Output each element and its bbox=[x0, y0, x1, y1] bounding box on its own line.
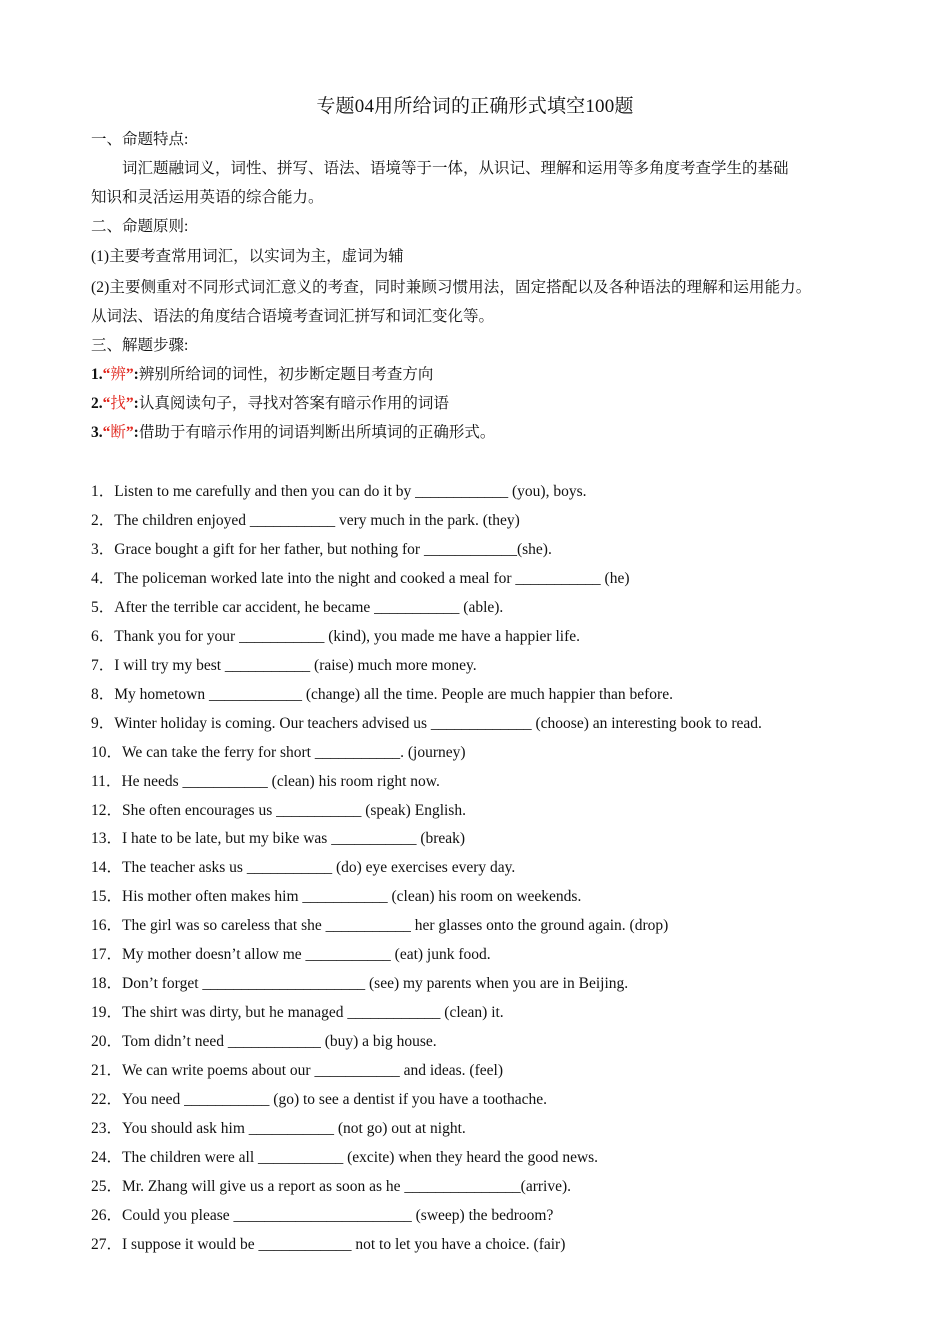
question-item bbox=[91, 653, 477, 675]
question-text: The children enjoyed ___________ very much in the park. (they) bbox=[114, 511, 520, 529]
question-text: I suppose it would be ____________ not to let you have a choice. (fair) bbox=[122, 1235, 566, 1253]
question-item bbox=[91, 508, 520, 530]
question-item bbox=[91, 566, 629, 588]
question-number: 20． bbox=[91, 1033, 123, 1050]
question-number: 7． bbox=[91, 656, 115, 674]
question-item bbox=[91, 884, 581, 906]
question-text: I will try my best ___________ (raise) much more money. bbox=[114, 656, 477, 674]
question-number: 3． bbox=[91, 540, 115, 558]
question-item bbox=[91, 826, 465, 848]
question-text: Listen to me carefully and then you can do it by ____________ (you), boys. bbox=[114, 483, 587, 500]
step-colon: : bbox=[133, 366, 139, 383]
question-number: 9． bbox=[91, 714, 115, 732]
principle-item-2-line-1: (2)主要侧重对不同形式词汇意义的考查，同时兼顾习惯用法，固定搭配以及各种语法的理解和运用能力。 bbox=[91, 279, 812, 296]
question-item bbox=[91, 1116, 466, 1138]
section-heading-steps: 三、解题步骤: bbox=[91, 337, 189, 354]
step-text: 认真阅读句子，寻找对答案有暗示作用的词语 bbox=[138, 395, 449, 412]
step-text: 借助于有暗示作用的词语判断出所填词的正确形式。 bbox=[138, 424, 496, 441]
step-quote-close: ” bbox=[125, 395, 134, 412]
question-number: 15． bbox=[91, 888, 123, 906]
question-number: 5． bbox=[91, 598, 115, 616]
question-number: 26． bbox=[91, 1206, 123, 1224]
step-text: 辨别所给词的词性，初步断定题目考查方向 bbox=[138, 366, 434, 383]
principle-item-2-line-2: 从词法、语法的角度结合语境考查词汇拼写和词汇变化等。 bbox=[91, 308, 495, 325]
question-number: 2． bbox=[91, 511, 115, 529]
question-number: 10． bbox=[91, 743, 123, 761]
question-number: 21． bbox=[91, 1062, 123, 1079]
question-text: My mother doesn’t allow me ___________ (eat) junk food. bbox=[122, 946, 491, 964]
document-title: 专题04用所给词的正确形式填空100题 bbox=[316, 96, 634, 117]
question-item bbox=[91, 798, 466, 820]
question-item bbox=[91, 537, 552, 559]
question-item bbox=[91, 971, 628, 993]
step-item bbox=[91, 420, 495, 442]
question-number: 13． bbox=[91, 830, 123, 848]
question-number: 24． bbox=[91, 1148, 123, 1166]
question-number: 8． bbox=[91, 685, 115, 703]
question-text: My hometown ____________ (change) all the time. People are much happier than before. bbox=[114, 685, 673, 703]
question-text: Could you please _______________________ (sweep) the bedroom? bbox=[122, 1206, 554, 1224]
question-text: After the terrible car accident, he became ___________ (able). bbox=[114, 598, 504, 616]
principle-item-1: (1)主要考查常用词汇，以实词为主，虚词为辅 bbox=[91, 248, 404, 265]
question-text: You should ask him ___________ (not go) out at night. bbox=[122, 1119, 466, 1137]
question-item bbox=[91, 1232, 565, 1254]
step-item bbox=[91, 362, 433, 384]
question-item bbox=[91, 913, 668, 935]
question-text: Tom didn’t need ____________ (buy) a big house. bbox=[122, 1033, 437, 1050]
question-number: 25． bbox=[91, 1177, 123, 1195]
question-item bbox=[91, 1087, 547, 1109]
question-item bbox=[91, 740, 466, 762]
question-text: Grace bought a gift for her father, but nothing for ____________(she). bbox=[114, 540, 552, 558]
step-quote-open: “ bbox=[102, 395, 111, 412]
question-text: His mother often makes him ___________ (clean) his room on weekends. bbox=[122, 888, 582, 906]
step-number: 1. bbox=[91, 366, 103, 383]
step-keyword: 断 bbox=[110, 424, 126, 441]
question-text: She often encourages us ___________ (speak) English. bbox=[122, 801, 466, 819]
section-heading-features: 一、命题特点: bbox=[91, 131, 189, 148]
question-number: 1． bbox=[91, 483, 115, 500]
question-number: 23． bbox=[91, 1119, 123, 1137]
question-item bbox=[91, 1058, 503, 1080]
question-text: The teacher asks us ___________ (do) eye exercises every day. bbox=[122, 859, 516, 877]
features-body-line-2: 知识和灵活运用英语的综合能力。 bbox=[91, 189, 324, 206]
question-text: You need ___________ (go) to see a dentist if you have a toothache. bbox=[122, 1090, 548, 1108]
question-number: 11． bbox=[91, 772, 122, 790]
question-number: 16． bbox=[91, 917, 123, 935]
section-heading-principles: 二、命题原则: bbox=[91, 218, 189, 235]
question-item bbox=[91, 1145, 598, 1167]
question-number: 17． bbox=[91, 946, 123, 964]
question-text: The shirt was dirty, but he managed ____________ (clean) it. bbox=[122, 1004, 504, 1022]
question-text: I hate to be late, but my bike was ___________ (break) bbox=[122, 830, 466, 848]
step-number: 3. bbox=[91, 424, 103, 441]
question-text: We can take the ferry for short ___________. (journey) bbox=[122, 743, 466, 761]
step-quote-open: “ bbox=[102, 424, 111, 441]
question-item bbox=[91, 479, 587, 501]
question-item bbox=[91, 1203, 553, 1225]
question-text: The children were all ___________ (excite) when they heard the good news. bbox=[122, 1148, 599, 1166]
question-item bbox=[91, 624, 580, 646]
question-text: Don’t forget _____________________ (see) my parents when you are in Beijing. bbox=[122, 975, 629, 993]
step-quote-close: ” bbox=[125, 424, 134, 441]
step-keyword: 辨 bbox=[110, 366, 126, 383]
features-body-line-1: 词汇题融词义，词性、拼写、语法、语境等于一体，从识记、理解和运用等多角度考查学生的基础 bbox=[122, 160, 789, 177]
question-item bbox=[91, 1029, 437, 1051]
question-number: 4． bbox=[91, 569, 115, 587]
question-text: He needs ___________ (clean) his room right now. bbox=[121, 772, 440, 790]
question-text: We can write poems about our ___________ and ideas. (feel) bbox=[122, 1062, 503, 1079]
question-text: The policeman worked late into the night and cooked a meal for ___________ (he) bbox=[114, 569, 630, 587]
question-item bbox=[91, 711, 762, 733]
question-item bbox=[91, 855, 515, 877]
question-number: 6． bbox=[91, 627, 115, 645]
step-colon: : bbox=[133, 424, 139, 441]
question-number: 12． bbox=[91, 801, 123, 819]
question-item bbox=[91, 1000, 504, 1022]
question-item bbox=[91, 682, 673, 704]
step-quote-open: “ bbox=[102, 366, 111, 383]
question-number: 27． bbox=[91, 1235, 123, 1253]
question-text: The girl was so careless that she ___________ her glasses onto the ground again. (drop) bbox=[122, 917, 669, 935]
question-text: Thank you for your ___________ (kind), you made me have a happier life. bbox=[114, 627, 580, 645]
question-item bbox=[91, 595, 503, 617]
question-text: Winter holiday is coming. Our teachers advised us _____________ (choose) an interesting book to read. bbox=[114, 714, 762, 732]
question-item bbox=[91, 1174, 571, 1196]
question-number: 19． bbox=[91, 1004, 123, 1022]
question-number: 22． bbox=[91, 1090, 123, 1108]
step-quote-close: ” bbox=[125, 366, 134, 383]
question-text: Mr. Zhang will give us a report as soon as he _______________(arrive). bbox=[122, 1177, 571, 1195]
step-colon: : bbox=[133, 395, 139, 412]
question-number: 14． bbox=[91, 859, 123, 877]
question-number: 18． bbox=[91, 975, 123, 993]
step-keyword: 找 bbox=[110, 395, 126, 412]
step-number: 2. bbox=[91, 395, 103, 412]
question-item bbox=[91, 942, 491, 964]
question-item bbox=[91, 769, 440, 791]
step-item bbox=[91, 391, 449, 413]
